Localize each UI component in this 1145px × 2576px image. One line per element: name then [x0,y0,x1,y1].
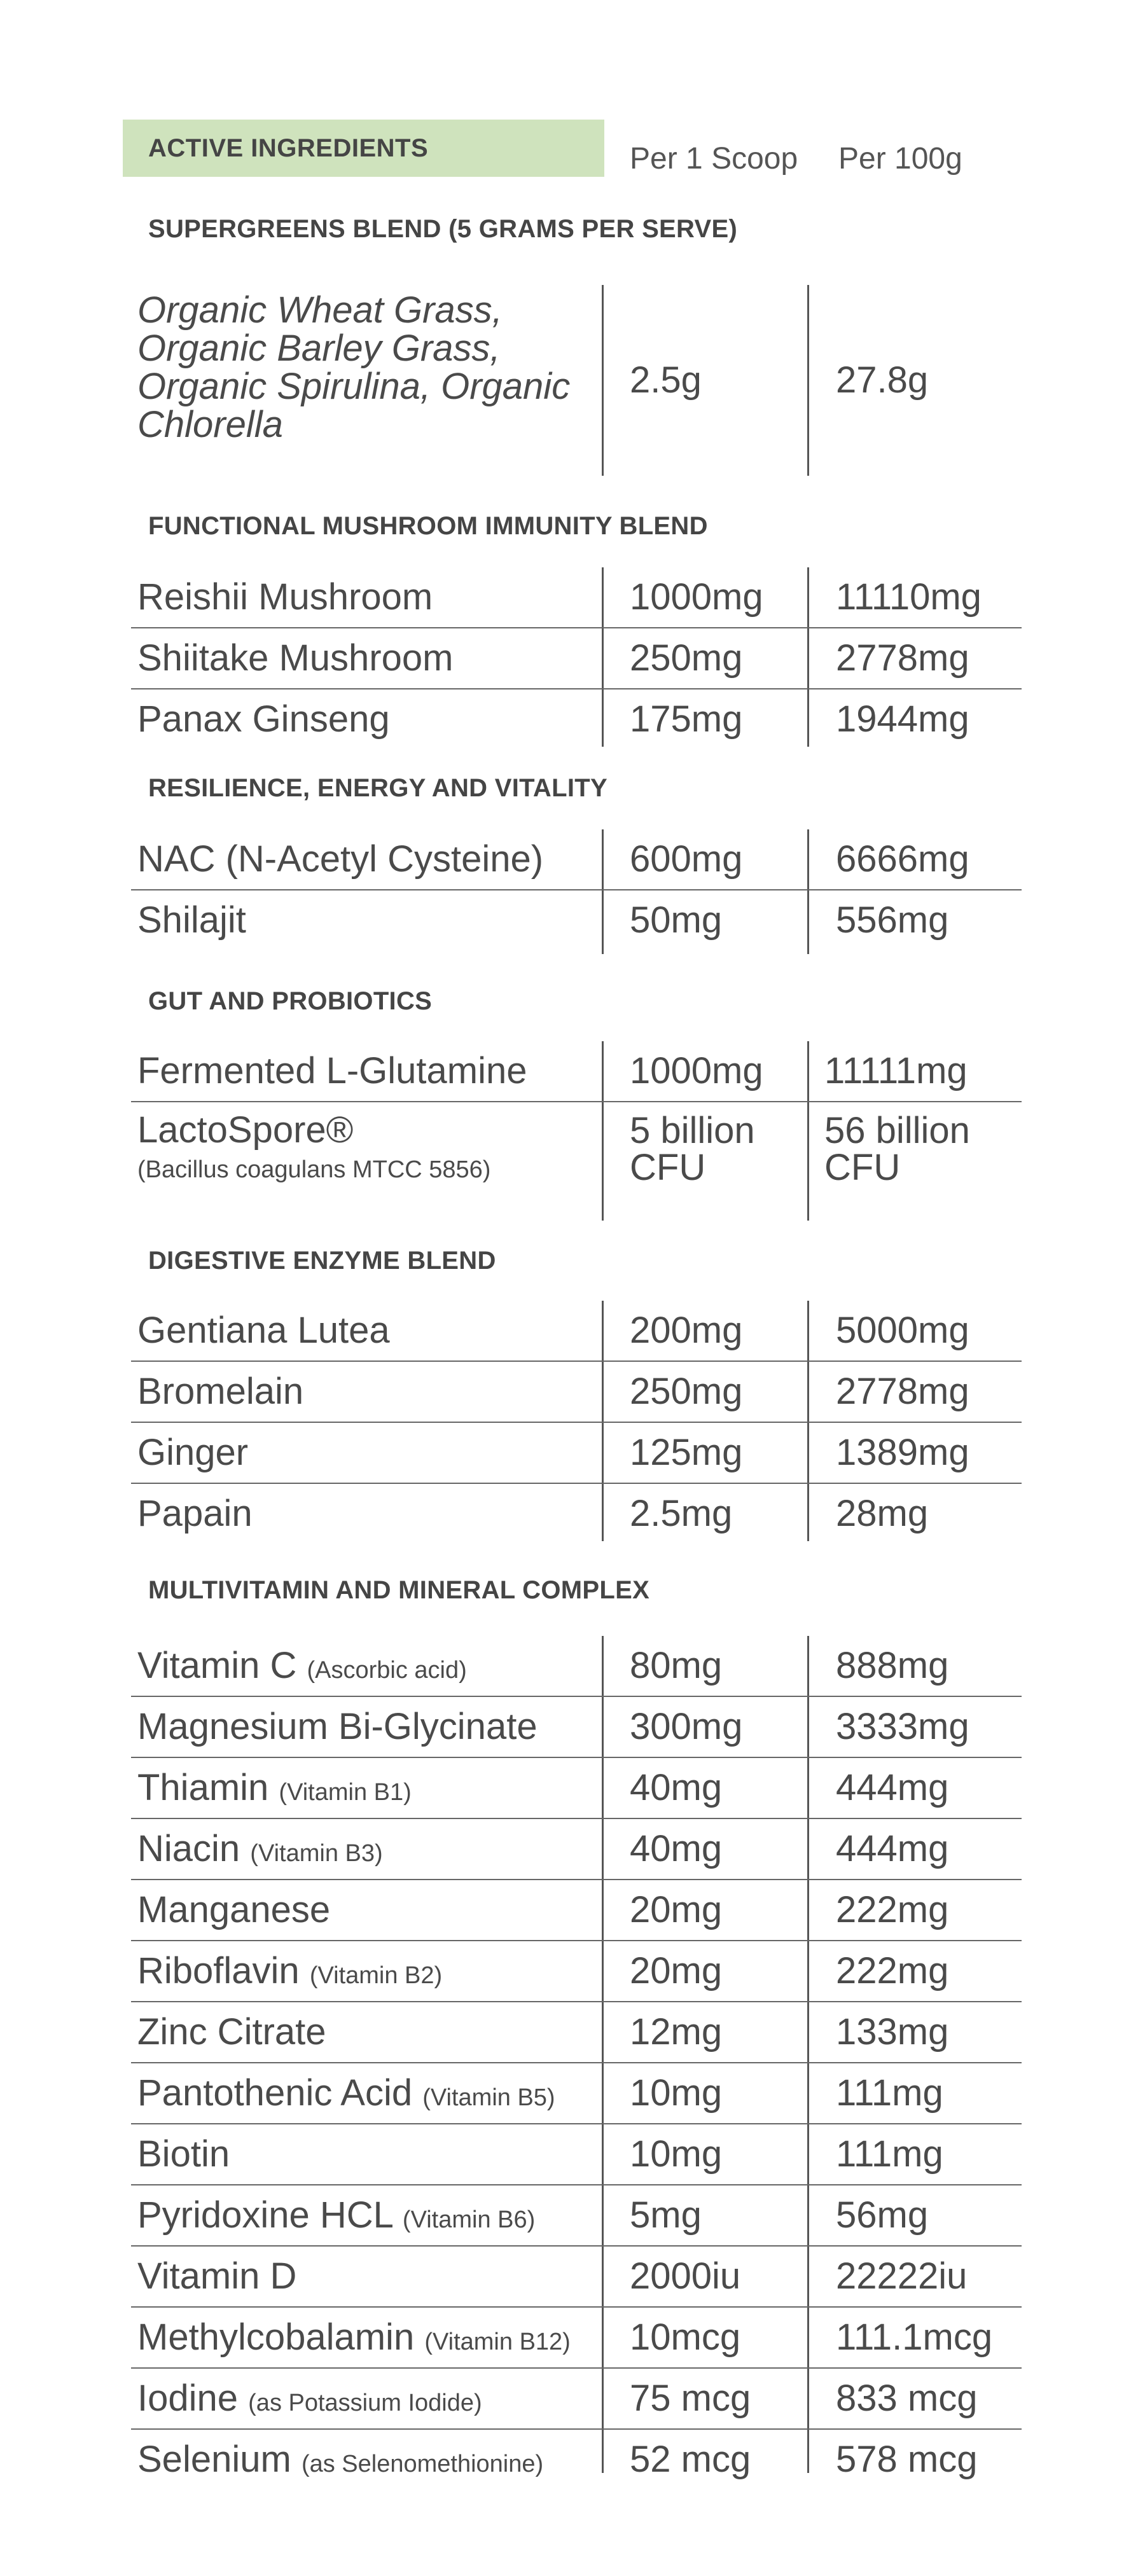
value-per-100g: 833 mcg [836,2378,978,2419]
value-per-scoop: 5mg [630,2194,702,2236]
table-row [131,2063,1022,2124]
table-row [131,1102,1022,1221]
ingredient-subtitle: (Ascorbic acid) [307,1657,467,1684]
section-title-gut: GUT AND PROBIOTICS [148,987,433,1015]
column-header-per-scoop: Per 1 Scoop [630,142,798,176]
table-mushroom [131,567,1022,749]
ingredient-name: Bromelain [137,1371,304,1412]
ingredient-name-cell [137,2063,555,2123]
value-per-scoop: 50mg [630,899,723,941]
value-per-scoop: 5 billion CFU [630,1110,755,1188]
ingredient-subtitle: (Vitamin B3) [250,1840,383,1867]
table-row [131,829,1022,890]
table-row [131,2430,1022,2489]
ingredient-subtitle: (Vitamin B6) [402,2206,536,2233]
table-row [131,1880,1022,1941]
ingredient-name: Vitamin D [137,2255,297,2297]
table-row [131,567,1022,628]
ingredient-name: Selenium [137,2439,291,2480]
value-per-scoop: 40mg [630,1767,723,1808]
column-header-per-100g: Per 100g [838,142,962,176]
value-per-100g: 27.8g [836,359,929,401]
table-row [131,2369,1022,2430]
value-per-100g: 56mg [836,2194,929,2236]
ingredient-name: Iodine [137,2378,239,2419]
value-per-scoop: 125mg [630,1432,743,1473]
table-row [131,1636,1022,1697]
value-per-scoop: 12mg [630,2011,723,2053]
value-per-scoop: 600mg [630,838,743,880]
value-per-100g: 578 mcg [836,2439,978,2480]
table-digestive [131,1301,1022,1544]
value-per-scoop: 80mg [630,1645,723,1686]
value-per-scoop: 10mg [630,2072,723,2114]
table-supergreens [131,285,1022,476]
table-row [131,2247,1022,2308]
ingredient-name: Gentiana Lutea [137,1310,390,1351]
ingredient-name: Pantothenic Acid [137,2072,413,2114]
ingredient-name: Zinc Citrate [137,2011,326,2053]
value-per-100g: 56 billion CFU [824,1110,970,1188]
table-multivitamin [131,1636,1022,2489]
value-per-100g: 6666mg [836,838,969,880]
value-per-100g: 222mg [836,1889,949,1930]
value-per-100g: 111mg [836,2133,943,2175]
value-per-100g: 11111mg [824,1050,968,1091]
ingredient-name: Riboflavin [137,1950,300,1991]
ingredient-name-cell [137,2308,571,2367]
ingredient-subtitle: (as Potassium Iodide) [248,2390,482,2416]
section-title-supergreens: SUPERGREENS BLEND (5 GRAMS PER SERVE) [148,215,738,243]
ingredient-subtitle: (Vitamin B1) [279,1779,412,1806]
value-per-100g: 444mg [836,1767,949,1808]
table-row [131,628,1022,689]
section-title-digestive: DIGESTIVE ENZYME BLEND [148,1247,496,1275]
value-per-100g: 556mg [836,899,949,941]
table-resilience [131,829,1022,950]
value-per-100g: 5000mg [836,1310,969,1351]
value-per-scoop: 52 mcg [630,2439,751,2480]
ingredient-name: LactoSpore® [137,1109,354,1151]
value-per-100g: 2778mg [836,1371,969,1412]
ingredient-name-cell [137,1109,490,1227]
table-row [131,890,1022,950]
table-row [131,1041,1022,1102]
ingredient-name: Pyridoxine HCL [137,2194,392,2236]
ingredient-subtitle: (as Selenomethionine) [301,2451,544,2477]
value-per-scoop: 2000iu [630,2255,741,2297]
ingredient-name: Shilajit [137,899,246,941]
ingredient-subtitle: (Vitamin B2) [309,1962,443,1989]
value-per-scoop: 1000mg [630,576,763,618]
ingredient-name: Reishii Mushroom [137,576,433,618]
section-title-multivitamin: MULTIVITAMIN AND MINERAL COMPLEX [148,1576,650,1604]
table-row [131,689,1022,749]
ingredient-name: Ginger [137,1432,249,1473]
ingredient-name: Vitamin C [137,1645,297,1686]
ingredient-name: Magnesium Bi-Glycinate [137,1706,538,1747]
value-per-100g: 222mg [836,1950,949,1991]
value-per-100g: 133mg [836,2011,949,2053]
value-per-100g: 111.1mcg [836,2316,993,2358]
table-row [131,1697,1022,1758]
table-row [131,1301,1022,1362]
table-row [131,2185,1022,2247]
value-per-scoop: 250mg [630,637,743,679]
ingredient-subtitle: (Bacillus coagulans MTCC 5856) [137,1156,491,1183]
value-per-scoop: 200mg [630,1310,743,1351]
value-per-100g: 3333mg [836,1706,969,1747]
value-per-100g: 22222iu [836,2255,968,2297]
ingredient-name-cell [137,2369,482,2428]
ingredient-name: Biotin [137,2133,230,2175]
table-row [131,285,1022,476]
value-per-scoop: 1000mg [630,1050,763,1091]
ingredient-name: Methylcobalamin [137,2316,415,2358]
ingredient-name: Fermented L-Glutamine [137,1050,527,1091]
ingredient-name: Organic Wheat Grass, Organic Barley Grass, Organic Spirulina, Organic Chlorella [137,289,571,445]
table-row [131,1423,1022,1484]
section-title-mushroom: FUNCTIONAL MUSHROOM IMMUNITY BLEND [148,512,708,540]
value-per-scoop: 2.5g [630,359,702,401]
ingredient-name-cell [137,2430,543,2489]
ingredient-subtitle: (Vitamin B5) [422,2084,555,2111]
ingredient-name: NAC (N-Acetyl Cysteine) [137,838,544,880]
value-per-100g: 11110mg [836,576,982,618]
ingredient-name-cell [137,1636,467,1696]
value-per-100g: 1389mg [836,1432,969,1473]
value-per-scoop: 175mg [630,698,743,740]
ingredient-name: Papain [137,1493,253,1534]
ingredient-name: Manganese [137,1889,331,1930]
value-per-100g: 2778mg [836,637,969,679]
ingredient-name-cell [137,1941,442,2001]
value-per-100g: 111mg [836,2072,943,2114]
value-per-scoop: 40mg [630,1828,723,1869]
section-title-resilience: RESILIENCE, ENERGY AND VITALITY [148,774,607,802]
value-per-scoop: 300mg [630,1706,743,1747]
value-per-100g: 28mg [836,1493,929,1534]
table-row [131,1819,1022,1880]
table-row [131,1758,1022,1819]
value-per-scoop: 250mg [630,1371,743,1412]
ingredient-name-cell [137,2185,535,2245]
value-per-scoop: 75 mcg [630,2378,751,2419]
ingredient-name: Shiitake Mushroom [137,637,454,679]
table-row [131,1941,1022,2002]
table-row [131,2002,1022,2063]
value-per-scoop: 2.5mg [630,1493,733,1534]
value-per-100g: 888mg [836,1645,949,1686]
table-row [131,1362,1022,1423]
active-ingredients-label: ACTIVE INGREDIENTS [148,134,429,162]
value-per-scoop: 20mg [630,1950,723,1991]
active-ingredients-header [123,120,604,177]
value-per-100g: 444mg [836,1828,949,1869]
ingredient-name: Thiamin [137,1767,269,1808]
ingredient-name-cell [137,1758,412,1818]
table-row [131,1484,1022,1544]
value-per-100g: 1944mg [836,698,969,740]
table-gut [131,1041,1022,1221]
value-per-scoop: 20mg [630,1889,723,1930]
ingredient-subtitle: (Vitamin B12) [424,2329,571,2355]
ingredient-name-cell [137,1819,383,1879]
table-row [131,2308,1022,2369]
value-per-scoop: 10mg [630,2133,723,2175]
table-row [131,2124,1022,2185]
ingredient-name: Panax Ginseng [137,698,390,740]
ingredient-name: Niacin [137,1828,240,1869]
value-per-scoop: 10mcg [630,2316,741,2358]
